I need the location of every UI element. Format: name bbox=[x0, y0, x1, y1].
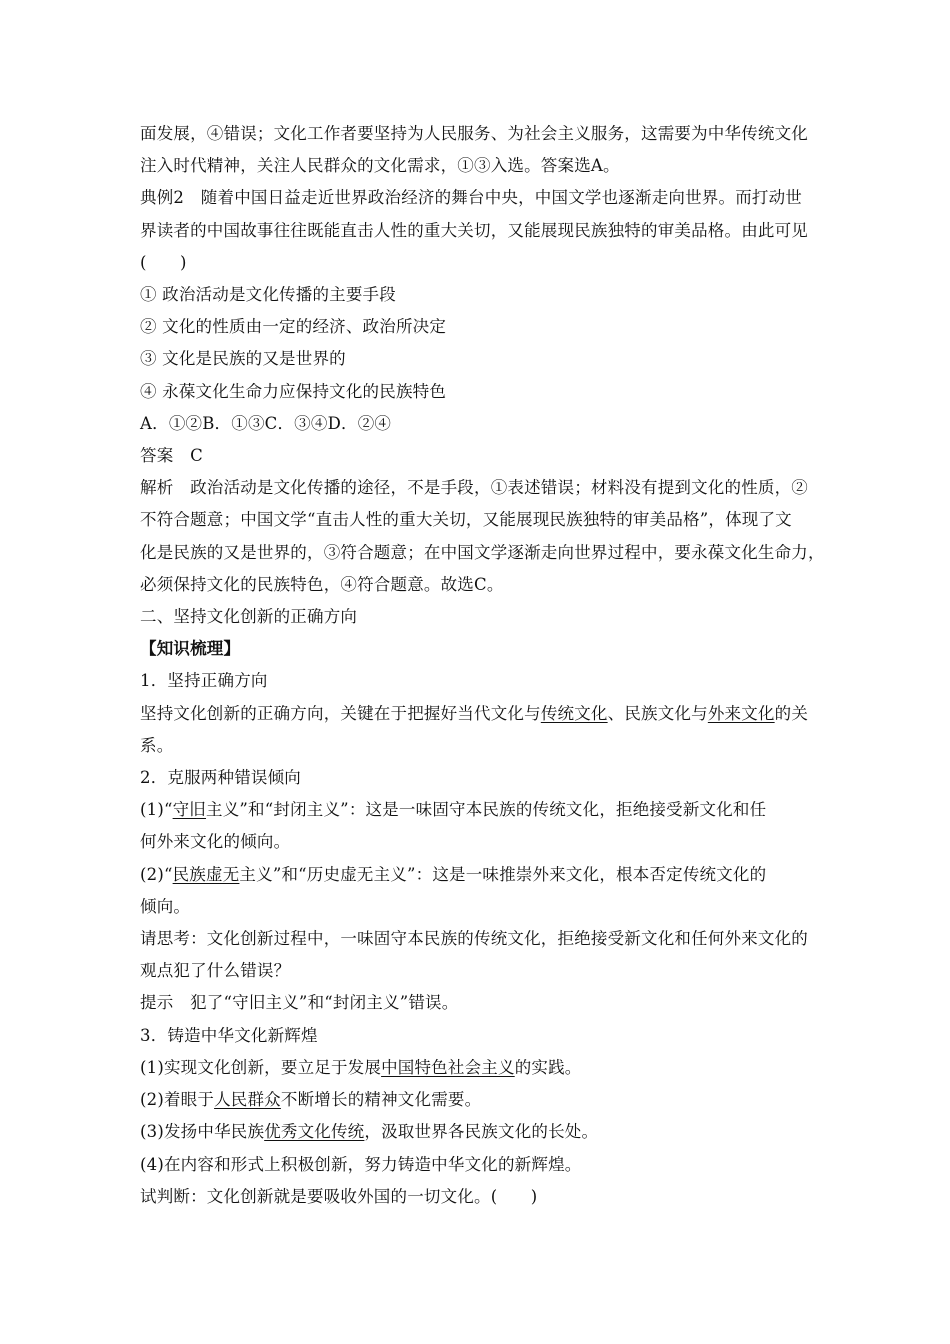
text-line bbox=[140, 859, 830, 891]
underlined-term: 外来文化 bbox=[707, 703, 775, 723]
example-2-question: 典例2 随着中国日益走近世界政治经济的舞台中央，中国文学也逐渐走向世界。而打动世 bbox=[140, 188, 802, 208]
text-span: 的关 bbox=[774, 703, 809, 723]
section-heading: 二、坚持文化创新的正确方向 bbox=[140, 607, 358, 627]
subheading-3: 3．铸造中华文化新辉煌 bbox=[140, 1025, 318, 1045]
answer-line: 答案 C bbox=[140, 446, 203, 466]
text-span: (1)实现文化创新，要立足于发展 bbox=[140, 1057, 382, 1077]
text-line: 必须保持文化的民族特色，④符合题意。故选C。 bbox=[140, 574, 504, 594]
underlined-term: 优秀文化传统 bbox=[264, 1122, 365, 1142]
underlined-term: 人民群众 bbox=[214, 1090, 281, 1110]
option-1: ① 政治活动是文化传播的主要手段 bbox=[140, 285, 396, 305]
text-line bbox=[140, 1052, 830, 1084]
text-line: 观点犯了什么错误？ bbox=[140, 961, 291, 981]
text-span: 的实践。 bbox=[514, 1057, 582, 1077]
text-line: 界读者的中国故事往往既能直击人性的重大关切，又能展现民族独特的审美品格。由此可见 bbox=[140, 220, 808, 240]
text-line: 倾向。 bbox=[140, 896, 191, 916]
text-line bbox=[140, 1084, 830, 1116]
text-span: 主义”和“历史虚无主义”：这是一味推崇外来文化，根本否定传统文化的 bbox=[239, 864, 767, 884]
text-line bbox=[140, 1116, 830, 1148]
text-span: 、民族文化与 bbox=[607, 703, 708, 723]
knowledge-heading: 【知识梳理】 bbox=[140, 639, 241, 659]
judge-question: 试判断：文化创新就是要吸收外国的一切文化。( ) bbox=[140, 1186, 538, 1206]
text-line: 注入时代精神，关注人民群众的文化需求，①③入选。答案选A。 bbox=[140, 156, 620, 176]
text-span: 主义”和“封闭主义”：这是一味固守本民族的传统文化，拒绝接受新文化和任 bbox=[206, 800, 767, 820]
choices-line: A．①②B．①③C．③④D．②④ bbox=[140, 413, 392, 433]
option-4: ④ 永葆文化生命力应保持文化的民族特色 bbox=[140, 381, 447, 401]
text-line: 不符合题意；中国文学“直击人性的重大关切，又能展现民族独特的审美品格”，体现了文 bbox=[140, 510, 792, 530]
text-line: 何外来文化的倾向。 bbox=[140, 832, 291, 852]
hint-line: 提示 犯了“守旧主义”和“封闭主义”错误。 bbox=[140, 993, 459, 1013]
text-span: (2)着眼于 bbox=[140, 1090, 215, 1110]
text-span: (1)“ bbox=[140, 800, 173, 820]
text-span: 不断增长的精神文化需要。 bbox=[280, 1090, 482, 1110]
underlined-term: 传统文化 bbox=[540, 703, 608, 723]
question-line: 请思考：文化创新过程中，一味固守本民族的传统文化，拒绝接受新文化和任何外来文化的 bbox=[140, 929, 808, 949]
subheading-2: 2．克服两种错误倾向 bbox=[140, 768, 301, 788]
text-span: 坚持文化创新的正确方向，关键在于把握好当代文化与 bbox=[140, 703, 541, 723]
text-line bbox=[140, 698, 830, 730]
text-line: 面发展，④错误；文化工作者要坚持为人民服务、为社会主义服务，这需要为中华传统文化 bbox=[140, 124, 808, 143]
text-line: (4)在内容和形式上积极创新，努力铸造中华文化的新辉煌。 bbox=[140, 1154, 582, 1174]
underlined-term: 中国特色社会主义 bbox=[381, 1057, 515, 1077]
text-span: (2)“ bbox=[140, 864, 173, 884]
answer-blank: ( ) bbox=[140, 252, 187, 272]
text-line bbox=[140, 794, 830, 826]
text-span: (3)发扬中华民族 bbox=[140, 1122, 265, 1142]
underlined-term: 守旧 bbox=[172, 800, 207, 820]
option-3: ③ 文化是民族的又是世界的 bbox=[140, 349, 346, 369]
option-2: ② 文化的性质由一定的经济、政治所决定 bbox=[140, 317, 447, 337]
page-content bbox=[140, 118, 830, 1213]
analysis-line: 解析 政治活动是文化传播的途径，不是手段，①表述错误；材料没有提到文化的性质，② bbox=[140, 478, 808, 498]
text-line: 化是民族的又是世界的，③符合题意；在中国文学逐渐走向世界过程中，要永葆文化生命力， bbox=[140, 542, 825, 562]
text-span: ，汲取世界各民族文化的长处。 bbox=[364, 1122, 599, 1142]
text-line: 系。 bbox=[140, 735, 174, 755]
subheading-1: 1．坚持正确方向 bbox=[140, 671, 268, 691]
underlined-term: 民族虚无 bbox=[172, 864, 240, 884]
